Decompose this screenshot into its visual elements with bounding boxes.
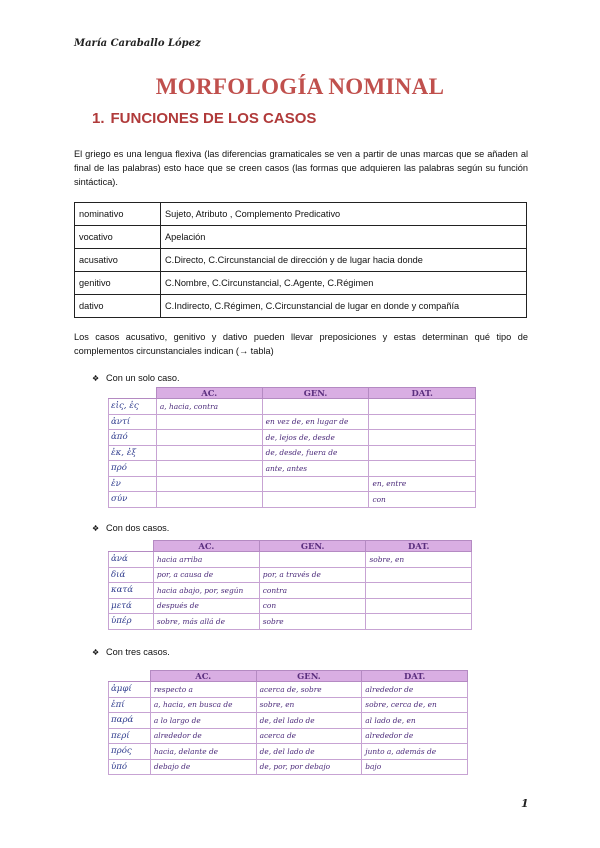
group-label-three-cases <box>92 647 170 657</box>
preposition: κατά <box>109 583 154 599</box>
cell-gen <box>262 399 369 415</box>
cell-gen <box>262 492 369 508</box>
cell-gen: ante, antes <box>262 461 369 477</box>
cell-ac <box>156 492 262 508</box>
preposition: ἐν <box>109 476 157 492</box>
cell-gen: de, por, por debajo <box>256 759 362 775</box>
cell-ac: sobre, más allá de <box>153 614 259 630</box>
prepositions-table-three-cases <box>108 670 468 775</box>
cell-ac: hacia, delante de <box>150 744 256 760</box>
header-ac: AC. <box>150 671 256 682</box>
cell-ac <box>156 476 262 492</box>
table-row <box>109 492 476 508</box>
header-ac: AC. <box>153 541 259 552</box>
header-dat: DAT. <box>369 388 476 399</box>
cell-dat: en, entre <box>369 476 476 492</box>
bullet-diamond-icon: ❖ <box>92 374 100 383</box>
page-title: MORFOLOGÍA NOMINAL <box>155 74 445 99</box>
cell-ac: debajo de <box>150 759 256 775</box>
cell-gen: de, desde, fuera de <box>262 445 369 461</box>
prepositions-table-two-cases <box>108 540 472 630</box>
cell-dat: con <box>369 492 476 508</box>
table-row <box>75 226 527 249</box>
cell-dat <box>369 461 476 477</box>
cases-table <box>74 202 527 318</box>
cell-ac <box>156 461 262 477</box>
case-name: acusativo <box>75 249 161 272</box>
case-function: Sujeto, Atributo , Complemento Predicativo <box>161 203 527 226</box>
table-row <box>109 430 476 446</box>
cell-dat: al lado de, en <box>362 713 468 729</box>
cell-dat <box>369 445 476 461</box>
table-row <box>109 461 476 477</box>
case-function: C.Directo, C.Circunstancial de dirección y de lugar hacia donde <box>161 249 527 272</box>
preposition: ἀπό <box>109 430 157 446</box>
table-row <box>109 445 476 461</box>
prepositions-paragraph: Los casos acusativo, genitivo y dativo pueden llevar preposiciones y estas determinan qué tipo de complementos circunstanciales indican (→ tabla) <box>74 332 528 356</box>
preposition: μετά <box>109 598 154 614</box>
cell-dat: sobre, cerca de, en <box>362 697 468 713</box>
section-title: FUNCIONES DE LOS CASOS <box>110 110 317 127</box>
preposition: ἀντί <box>109 414 157 430</box>
preposition: διά <box>109 567 154 583</box>
cell-gen: de, del lado de <box>256 744 362 760</box>
page-number: 1 <box>521 797 529 810</box>
cell-dat: junto a, además de <box>362 744 468 760</box>
preposition: σύν <box>109 492 157 508</box>
group-label-one-case <box>92 373 180 383</box>
table-row <box>109 744 468 760</box>
preposition: ὑπέρ <box>109 614 154 630</box>
header-dat: DAT. <box>362 671 468 682</box>
case-name: nominativo <box>75 203 161 226</box>
cell-ac: a lo largo de <box>150 713 256 729</box>
cell-ac: después de <box>153 598 259 614</box>
cell-ac: a, hacia, en busca de <box>150 697 256 713</box>
table-row <box>109 598 472 614</box>
header-ac: AC. <box>156 388 262 399</box>
group-label-two-cases <box>92 523 169 533</box>
preposition: εἰς, ἐς <box>109 399 157 415</box>
cell-ac: a, hacia, contra <box>156 399 262 415</box>
case-function: C.Indirecto, C.Régimen, C.Circunstancial de lugar en donde y compañía <box>161 295 527 318</box>
cell-dat <box>366 614 472 630</box>
case-function: C.Nombre, C.Circunstancial, C.Agente, C.Régimen <box>161 272 527 295</box>
table-row <box>109 399 476 415</box>
bullet-diamond-icon: ❖ <box>92 648 100 657</box>
preposition: ἐπί <box>109 697 151 713</box>
cell-gen: contra <box>259 583 366 599</box>
cell-dat <box>366 583 472 599</box>
preposition: πρό <box>109 461 157 477</box>
cell-gen <box>262 476 369 492</box>
table-row <box>109 476 476 492</box>
case-name: vocativo <box>75 226 161 249</box>
author-name: María Caraballo López <box>74 38 201 49</box>
cell-ac <box>156 445 262 461</box>
cell-gen: en vez de, en lugar de <box>262 414 369 430</box>
preposition: παρά <box>109 713 151 729</box>
preposition: ἐκ, ἐξ <box>109 445 157 461</box>
preposition: περί <box>109 728 151 744</box>
case-name: genitivo <box>75 272 161 295</box>
case-function: Apelación <box>161 226 527 249</box>
table-row <box>75 203 527 226</box>
cell-gen <box>259 552 366 568</box>
header-gen: GEN. <box>262 388 369 399</box>
table-header-row <box>109 388 476 399</box>
group-label-text: Con dos casos. <box>106 523 170 533</box>
table-row <box>109 713 468 729</box>
cell-dat <box>369 399 476 415</box>
cell-gen: sobre <box>259 614 366 630</box>
cell-ac <box>156 414 262 430</box>
table-header-row <box>109 671 468 682</box>
table-row <box>109 552 472 568</box>
cell-ac: respecto a <box>150 682 256 698</box>
cell-dat <box>369 430 476 446</box>
cell-dat: alrededor de <box>362 728 468 744</box>
cell-ac: alrededor de <box>150 728 256 744</box>
prepositions-table-one-case <box>108 387 476 508</box>
section-number: 1. <box>92 110 105 127</box>
group-label-text: Con un solo caso. <box>106 373 180 383</box>
preposition: ὑπό <box>109 759 151 775</box>
cell-dat <box>366 567 472 583</box>
section-heading <box>92 110 316 127</box>
group-label-text: Con tres casos. <box>106 647 170 657</box>
bullet-diamond-icon: ❖ <box>92 524 100 533</box>
cell-gen: por, a través de <box>259 567 366 583</box>
cell-gen: acerca de <box>256 728 362 744</box>
cell-gen: con <box>259 598 366 614</box>
cell-gen: sobre, en <box>256 697 362 713</box>
header-gen: GEN. <box>259 541 366 552</box>
preposition: πρός <box>109 744 151 760</box>
table-row <box>75 295 527 318</box>
table-row <box>109 614 472 630</box>
table-row <box>109 414 476 430</box>
cell-ac: hacia arriba <box>153 552 259 568</box>
table-row <box>109 728 468 744</box>
table-row <box>109 759 468 775</box>
table-row <box>109 583 472 599</box>
cell-ac: hacia abajo, por, según <box>153 583 259 599</box>
cell-dat: alrededor de <box>362 682 468 698</box>
table-row <box>109 567 472 583</box>
preposition: ἀνά <box>109 552 154 568</box>
cell-gen: de, del lado de <box>256 713 362 729</box>
header-dat: DAT. <box>366 541 472 552</box>
case-name: dativo <box>75 295 161 318</box>
table-header-row <box>109 541 472 552</box>
cell-dat: bajo <box>362 759 468 775</box>
table-row <box>109 682 468 698</box>
cell-dat <box>366 598 472 614</box>
cell-gen: acerca de, sobre <box>256 682 362 698</box>
header-gen: GEN. <box>256 671 362 682</box>
table-row <box>75 249 527 272</box>
table-row <box>109 697 468 713</box>
cell-gen: de, lejos de, desde <box>262 430 369 446</box>
intro-paragraph: El griego es una lengua flexiva (las diferencias gramaticales se ven a partir de unas marcas que se añaden al final de las palabras) esto hace que se creen casos (las formas que adquieren las palabras según su función sintáctica). <box>74 149 528 187</box>
cell-dat <box>369 414 476 430</box>
preposition: ἀμφί <box>109 682 151 698</box>
cell-ac: por, a causa de <box>153 567 259 583</box>
table-row <box>75 272 527 295</box>
cell-ac <box>156 430 262 446</box>
cell-dat: sobre, en <box>366 552 472 568</box>
